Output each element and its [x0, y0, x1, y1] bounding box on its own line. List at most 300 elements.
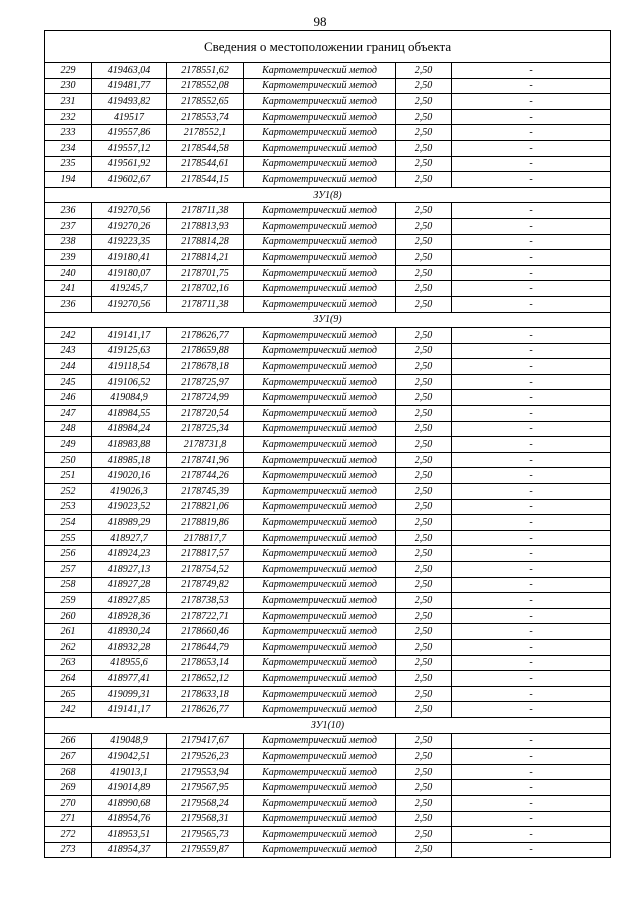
table-row [45, 250, 611, 266]
point-number-cell: 238 [45, 234, 92, 250]
table-row [45, 655, 611, 671]
description-cell: - [452, 655, 611, 671]
section-header-row [45, 312, 611, 328]
x-coordinate-cell: 419141,17 [92, 702, 167, 718]
y-coordinate-cell: 2178544,58 [167, 140, 244, 156]
point-number-cell: 194 [45, 172, 92, 188]
x-coordinate-cell: 419099,31 [92, 686, 167, 702]
description-cell: - [452, 795, 611, 811]
table-row [45, 577, 611, 593]
method-cell: Картометрический метод [244, 484, 396, 500]
method-cell: Картометрический метод [244, 452, 396, 468]
description-cell: - [452, 109, 611, 125]
point-number-cell: 269 [45, 780, 92, 796]
y-coordinate-cell: 2178749,82 [167, 577, 244, 593]
table-row [45, 499, 611, 515]
table-row [45, 406, 611, 422]
point-number-cell: 273 [45, 842, 92, 858]
y-coordinate-cell: 2179567,95 [167, 780, 244, 796]
method-cell: Картометрический метод [244, 639, 396, 655]
point-number-cell: 264 [45, 671, 92, 687]
point-number-cell: 251 [45, 468, 92, 484]
method-cell: Картометрический метод [244, 842, 396, 858]
y-coordinate-cell: 2178744,26 [167, 468, 244, 484]
x-coordinate-cell: 419561,92 [92, 156, 167, 172]
section-label: ЗУ1(9) [45, 312, 611, 328]
y-coordinate-cell: 2178724,99 [167, 390, 244, 406]
x-coordinate-cell: 419141,17 [92, 328, 167, 344]
table-row [45, 343, 611, 359]
x-coordinate-cell: 418977,41 [92, 671, 167, 687]
y-coordinate-cell: 2178553,74 [167, 109, 244, 125]
precision-cell: 2,50 [396, 499, 452, 515]
description-cell: - [452, 359, 611, 375]
description-cell: - [452, 733, 611, 749]
section-header-row [45, 717, 611, 733]
precision-cell: 2,50 [396, 749, 452, 765]
x-coordinate-cell: 419223,35 [92, 234, 167, 250]
point-number-cell: 230 [45, 78, 92, 94]
method-cell: Картометрический метод [244, 515, 396, 531]
x-coordinate-cell: 418924,23 [92, 546, 167, 562]
y-coordinate-cell: 2178821,06 [167, 499, 244, 515]
description-cell: - [452, 639, 611, 655]
precision-cell: 2,50 [396, 125, 452, 141]
description-cell: - [452, 780, 611, 796]
description-cell: - [452, 484, 611, 500]
point-number-cell: 268 [45, 764, 92, 780]
precision-cell: 2,50 [396, 63, 452, 79]
description-cell: - [452, 296, 611, 312]
point-number-cell: 266 [45, 733, 92, 749]
description-cell: - [452, 452, 611, 468]
description-cell: - [452, 125, 611, 141]
point-number-cell: 236 [45, 203, 92, 219]
y-coordinate-cell: 2179526,23 [167, 749, 244, 765]
precision-cell: 2,50 [396, 250, 452, 266]
y-coordinate-cell: 2178814,28 [167, 234, 244, 250]
method-cell: Картометрический метод [244, 406, 396, 422]
precision-cell: 2,50 [396, 764, 452, 780]
x-coordinate-cell: 419014,89 [92, 780, 167, 796]
method-cell: Картометрический метод [244, 686, 396, 702]
precision-cell: 2,50 [396, 172, 452, 188]
x-coordinate-cell: 419026,3 [92, 484, 167, 500]
precision-cell: 2,50 [396, 608, 452, 624]
y-coordinate-cell: 2178813,93 [167, 218, 244, 234]
point-number-cell: 265 [45, 686, 92, 702]
method-cell: Картометрический метод [244, 499, 396, 515]
method-cell: Картометрический метод [244, 437, 396, 453]
point-number-cell: 243 [45, 343, 92, 359]
y-coordinate-cell: 2178725,34 [167, 421, 244, 437]
description-cell: - [452, 78, 611, 94]
description-cell: - [452, 390, 611, 406]
description-cell: - [452, 624, 611, 640]
boundary-coordinates-table [44, 30, 611, 858]
y-coordinate-cell: 2178725,97 [167, 374, 244, 390]
point-number-cell: 250 [45, 452, 92, 468]
description-cell: - [452, 499, 611, 515]
table-row [45, 218, 611, 234]
point-number-cell: 237 [45, 218, 92, 234]
x-coordinate-cell: 418953,51 [92, 827, 167, 843]
table-row [45, 359, 611, 375]
table-row [45, 156, 611, 172]
method-cell: Картометрический метод [244, 156, 396, 172]
x-coordinate-cell: 419463,04 [92, 63, 167, 79]
point-number-cell: 248 [45, 421, 92, 437]
point-number-cell: 234 [45, 140, 92, 156]
description-cell: - [452, 546, 611, 562]
precision-cell: 2,50 [396, 437, 452, 453]
method-cell: Картометрический метод [244, 530, 396, 546]
method-cell: Картометрический метод [244, 593, 396, 609]
method-cell: Картометрический метод [244, 764, 396, 780]
description-cell: - [452, 343, 611, 359]
method-cell: Картометрический метод [244, 328, 396, 344]
description-cell: - [452, 406, 611, 422]
precision-cell: 2,50 [396, 265, 452, 281]
point-number-cell: 247 [45, 406, 92, 422]
point-number-cell: 229 [45, 63, 92, 79]
x-coordinate-cell: 419020,16 [92, 468, 167, 484]
method-cell: Картометрический метод [244, 78, 396, 94]
description-cell: - [452, 671, 611, 687]
table-row [45, 203, 611, 219]
y-coordinate-cell: 2178644,79 [167, 639, 244, 655]
precision-cell: 2,50 [396, 546, 452, 562]
precision-cell: 2,50 [396, 343, 452, 359]
x-coordinate-cell: 419557,12 [92, 140, 167, 156]
point-number-cell: 271 [45, 811, 92, 827]
table-row [45, 764, 611, 780]
table-row [45, 780, 611, 796]
y-coordinate-cell: 2178544,61 [167, 156, 244, 172]
precision-cell: 2,50 [396, 452, 452, 468]
method-cell: Картометрический метод [244, 374, 396, 390]
method-cell: Картометрический метод [244, 546, 396, 562]
method-cell: Картометрический метод [244, 172, 396, 188]
y-coordinate-cell: 2178702,16 [167, 281, 244, 297]
method-cell: Картометрический метод [244, 421, 396, 437]
method-cell: Картометрический метод [244, 109, 396, 125]
precision-cell: 2,50 [396, 390, 452, 406]
x-coordinate-cell: 418955,6 [92, 655, 167, 671]
point-number-cell: 235 [45, 156, 92, 172]
method-cell: Картометрический метод [244, 655, 396, 671]
point-number-cell: 263 [45, 655, 92, 671]
description-cell: - [452, 530, 611, 546]
point-number-cell: 256 [45, 546, 92, 562]
point-number-cell: 240 [45, 265, 92, 281]
precision-cell: 2,50 [396, 515, 452, 531]
y-coordinate-cell: 2178678,18 [167, 359, 244, 375]
table-body [45, 31, 611, 858]
precision-cell: 2,50 [396, 593, 452, 609]
y-coordinate-cell: 2178817,7 [167, 530, 244, 546]
y-coordinate-cell: 2178626,77 [167, 328, 244, 344]
description-cell: - [452, 608, 611, 624]
x-coordinate-cell: 418990,68 [92, 795, 167, 811]
table-row [45, 686, 611, 702]
x-coordinate-cell: 418928,36 [92, 608, 167, 624]
table-row [45, 733, 611, 749]
description-cell: - [452, 437, 611, 453]
precision-cell: 2,50 [396, 468, 452, 484]
point-number-cell: 267 [45, 749, 92, 765]
y-coordinate-cell: 2178814,21 [167, 250, 244, 266]
x-coordinate-cell: 419180,41 [92, 250, 167, 266]
description-cell: - [452, 250, 611, 266]
precision-cell: 2,50 [396, 780, 452, 796]
y-coordinate-cell: 2178544,15 [167, 172, 244, 188]
y-coordinate-cell: 2178711,38 [167, 203, 244, 219]
point-number-cell: 231 [45, 94, 92, 110]
x-coordinate-cell: 418954,37 [92, 842, 167, 858]
method-cell: Картометрический метод [244, 218, 396, 234]
y-coordinate-cell: 2179559,87 [167, 842, 244, 858]
method-cell: Картометрический метод [244, 811, 396, 827]
description-cell: - [452, 156, 611, 172]
description-cell: - [452, 811, 611, 827]
table-row [45, 172, 611, 188]
description-cell: - [452, 702, 611, 718]
y-coordinate-cell: 2178701,75 [167, 265, 244, 281]
table-row [45, 265, 611, 281]
method-cell: Картометрический метод [244, 140, 396, 156]
table-row [45, 468, 611, 484]
point-number-cell: 242 [45, 702, 92, 718]
table-row [45, 484, 611, 500]
y-coordinate-cell: 2178817,57 [167, 546, 244, 562]
table-row [45, 63, 611, 79]
table-row [45, 374, 611, 390]
x-coordinate-cell: 419180,07 [92, 265, 167, 281]
description-cell: - [452, 827, 611, 843]
x-coordinate-cell: 418989,29 [92, 515, 167, 531]
table-row [45, 702, 611, 718]
y-coordinate-cell: 2178653,14 [167, 655, 244, 671]
method-cell: Картометрический метод [244, 296, 396, 312]
y-coordinate-cell: 2178745,39 [167, 484, 244, 500]
x-coordinate-cell: 419013,1 [92, 764, 167, 780]
method-cell: Картометрический метод [244, 390, 396, 406]
x-coordinate-cell: 419084,9 [92, 390, 167, 406]
y-coordinate-cell: 2178741,96 [167, 452, 244, 468]
method-cell: Картометрический метод [244, 795, 396, 811]
method-cell: Картометрический метод [244, 281, 396, 297]
precision-cell: 2,50 [396, 484, 452, 500]
table-row [45, 671, 611, 687]
point-number-cell: 259 [45, 593, 92, 609]
table-row [45, 125, 611, 141]
method-cell: Картометрический метод [244, 577, 396, 593]
method-cell: Картометрический метод [244, 702, 396, 718]
table-row [45, 390, 611, 406]
precision-cell: 2,50 [396, 421, 452, 437]
table-row [45, 795, 611, 811]
table-row [45, 530, 611, 546]
y-coordinate-cell: 2178552,65 [167, 94, 244, 110]
y-coordinate-cell: 2178626,77 [167, 702, 244, 718]
y-coordinate-cell: 2179417,67 [167, 733, 244, 749]
point-number-cell: 255 [45, 530, 92, 546]
point-number-cell: 252 [45, 484, 92, 500]
description-cell: - [452, 140, 611, 156]
point-number-cell: 258 [45, 577, 92, 593]
precision-cell: 2,50 [396, 374, 452, 390]
precision-cell: 2,50 [396, 686, 452, 702]
point-number-cell: 236 [45, 296, 92, 312]
y-coordinate-cell: 2178633,18 [167, 686, 244, 702]
x-coordinate-cell: 419270,56 [92, 203, 167, 219]
precision-cell: 2,50 [396, 795, 452, 811]
x-coordinate-cell: 419517 [92, 109, 167, 125]
precision-cell: 2,50 [396, 156, 452, 172]
table-row [45, 749, 611, 765]
description-cell: - [452, 63, 611, 79]
y-coordinate-cell: 2178754,52 [167, 562, 244, 578]
description-cell: - [452, 421, 611, 437]
y-coordinate-cell: 2178552,1 [167, 125, 244, 141]
precision-cell: 2,50 [396, 359, 452, 375]
table-row [45, 437, 611, 453]
method-cell: Картометрический метод [244, 608, 396, 624]
x-coordinate-cell: 418932,28 [92, 639, 167, 655]
precision-cell: 2,50 [396, 218, 452, 234]
point-number-cell: 241 [45, 281, 92, 297]
point-number-cell: 249 [45, 437, 92, 453]
description-cell: - [452, 686, 611, 702]
x-coordinate-cell: 418984,24 [92, 421, 167, 437]
point-number-cell: 260 [45, 608, 92, 624]
table-row [45, 546, 611, 562]
table-row [45, 562, 611, 578]
precision-cell: 2,50 [396, 577, 452, 593]
y-coordinate-cell: 2179565,73 [167, 827, 244, 843]
method-cell: Картометрический метод [244, 125, 396, 141]
precision-cell: 2,50 [396, 827, 452, 843]
y-coordinate-cell: 2178711,38 [167, 296, 244, 312]
point-number-cell: 242 [45, 328, 92, 344]
description-cell: - [452, 562, 611, 578]
method-cell: Картометрический метод [244, 203, 396, 219]
description-cell: - [452, 172, 611, 188]
table-row [45, 811, 611, 827]
table-row [45, 296, 611, 312]
point-number-cell: 239 [45, 250, 92, 266]
description-cell: - [452, 265, 611, 281]
description-cell: - [452, 468, 611, 484]
y-coordinate-cell: 2178660,46 [167, 624, 244, 640]
point-number-cell: 270 [45, 795, 92, 811]
precision-cell: 2,50 [396, 702, 452, 718]
table-row [45, 624, 611, 640]
point-number-cell: 232 [45, 109, 92, 125]
table-row [45, 234, 611, 250]
method-cell: Картометрический метод [244, 359, 396, 375]
method-cell: Картометрический метод [244, 827, 396, 843]
precision-cell: 2,50 [396, 530, 452, 546]
description-cell: - [452, 593, 611, 609]
point-number-cell: 261 [45, 624, 92, 640]
table-row [45, 639, 611, 655]
description-cell: - [452, 374, 611, 390]
precision-cell: 2,50 [396, 624, 452, 640]
description-cell: - [452, 764, 611, 780]
precision-cell: 2,50 [396, 234, 452, 250]
y-coordinate-cell: 2178552,08 [167, 78, 244, 94]
method-cell: Картометрический метод [244, 749, 396, 765]
precision-cell: 2,50 [396, 203, 452, 219]
x-coordinate-cell: 418927,28 [92, 577, 167, 593]
y-coordinate-cell: 2178731,8 [167, 437, 244, 453]
y-coordinate-cell: 2178722,71 [167, 608, 244, 624]
precision-cell: 2,50 [396, 109, 452, 125]
description-cell: - [452, 234, 611, 250]
y-coordinate-cell: 2178720,54 [167, 406, 244, 422]
x-coordinate-cell: 419106,52 [92, 374, 167, 390]
table-row [45, 78, 611, 94]
section-label: ЗУ1(8) [45, 187, 611, 203]
description-cell: - [452, 218, 611, 234]
method-cell: Картометрический метод [244, 733, 396, 749]
section-label: ЗУ1(10) [45, 717, 611, 733]
x-coordinate-cell: 419602,67 [92, 172, 167, 188]
point-number-cell: 245 [45, 374, 92, 390]
y-coordinate-cell: 2178659,88 [167, 343, 244, 359]
precision-cell: 2,50 [396, 671, 452, 687]
precision-cell: 2,50 [396, 842, 452, 858]
description-cell: - [452, 328, 611, 344]
precision-cell: 2,50 [396, 639, 452, 655]
method-cell: Картометрический метод [244, 343, 396, 359]
method-cell: Картометрический метод [244, 671, 396, 687]
x-coordinate-cell: 418985,18 [92, 452, 167, 468]
table-row [45, 515, 611, 531]
precision-cell: 2,50 [396, 78, 452, 94]
point-number-cell: 244 [45, 359, 92, 375]
section-header-row [45, 187, 611, 203]
description-cell: - [452, 515, 611, 531]
precision-cell: 2,50 [396, 140, 452, 156]
method-cell: Картометрический метод [244, 562, 396, 578]
point-number-cell: 254 [45, 515, 92, 531]
x-coordinate-cell: 419493,82 [92, 94, 167, 110]
table-row [45, 452, 611, 468]
x-coordinate-cell: 419118,54 [92, 359, 167, 375]
method-cell: Картометрический метод [244, 468, 396, 484]
description-cell: - [452, 577, 611, 593]
description-cell: - [452, 842, 611, 858]
page-number: 98 [313, 14, 327, 29]
x-coordinate-cell: 419245,7 [92, 281, 167, 297]
table-title: Сведения о местоположении границ объекта [45, 31, 611, 63]
table-row [45, 593, 611, 609]
x-coordinate-cell: 419481,77 [92, 78, 167, 94]
y-coordinate-cell: 2178551,62 [167, 63, 244, 79]
y-coordinate-cell: 2179568,31 [167, 811, 244, 827]
x-coordinate-cell: 418954,76 [92, 811, 167, 827]
method-cell: Картометрический метод [244, 265, 396, 281]
x-coordinate-cell: 419270,56 [92, 296, 167, 312]
precision-cell: 2,50 [396, 562, 452, 578]
x-coordinate-cell: 419270,26 [92, 218, 167, 234]
x-coordinate-cell: 419042,51 [92, 749, 167, 765]
x-coordinate-cell: 418983,88 [92, 437, 167, 453]
point-number-cell: 253 [45, 499, 92, 515]
